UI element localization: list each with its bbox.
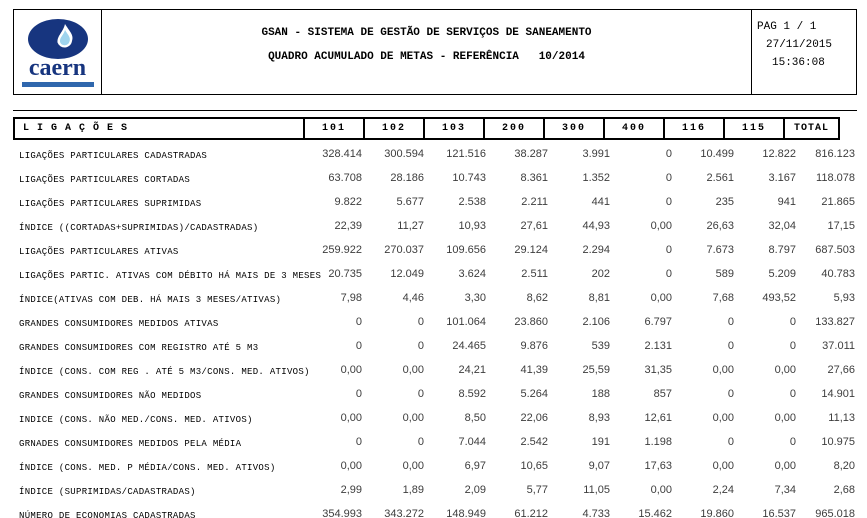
cell-value: 0 xyxy=(727,316,734,328)
cell-value: 8,93 xyxy=(588,412,610,424)
cell-value: 7,68 xyxy=(712,292,734,304)
table-row xyxy=(13,310,858,334)
row-label: INDICE (CONS. NÃO MED./CONS. MED. ATIVOS) xyxy=(19,414,253,425)
cell-value: 0,00 xyxy=(712,460,734,472)
cell-value: 11,05 xyxy=(583,484,610,496)
cell-value: 21.865 xyxy=(821,196,855,208)
cell-value: 0 xyxy=(727,388,734,400)
table-top-rule xyxy=(13,110,857,111)
cell-value: 0 xyxy=(665,196,672,208)
cell-value: 188 xyxy=(591,388,610,400)
cell-value: 300.594 xyxy=(384,148,424,160)
cell-value: 40.783 xyxy=(821,268,855,280)
cell-value: 0,00 xyxy=(340,364,362,376)
cell-value: 328.414 xyxy=(322,148,362,160)
row-label: GRANDES CONSUMIDORES NÃO MEDIDOS xyxy=(19,390,202,401)
table-row xyxy=(13,262,858,286)
cell-value: 2,68 xyxy=(833,484,855,496)
cell-value: 3,30 xyxy=(464,292,486,304)
cell-value: 3.167 xyxy=(768,172,796,184)
cell-value: 11,27 xyxy=(397,220,424,232)
cell-value: 0 xyxy=(789,388,796,400)
cell-value: 44,93 xyxy=(582,220,610,232)
cell-value: 118.078 xyxy=(816,172,855,184)
column-header-101: 101 xyxy=(303,117,365,140)
row-label: GRNADES CONSUMIDORES MEDIDOS PELA MÉDIA xyxy=(19,438,242,449)
cell-value: 29.124 xyxy=(514,244,548,256)
cell-value: 37.011 xyxy=(822,340,855,352)
cell-value: 63.708 xyxy=(328,172,362,184)
cell-value: 0 xyxy=(789,340,796,352)
cell-value: 5.677 xyxy=(396,196,424,208)
table-row xyxy=(13,166,858,190)
cell-value: 24,21 xyxy=(458,364,486,376)
cell-value: 8.797 xyxy=(768,244,796,256)
cell-value: 10.499 xyxy=(700,148,734,160)
cell-value: 0,00 xyxy=(774,460,796,472)
cell-value: 9.876 xyxy=(520,340,548,352)
table-row xyxy=(13,334,858,358)
page-number: PAG 1 / 1 xyxy=(757,21,817,33)
cell-value: 4,46 xyxy=(402,292,424,304)
cell-value: 1.198 xyxy=(644,436,672,448)
cell-value: 101.064 xyxy=(446,316,486,328)
cell-value: 0 xyxy=(665,172,672,184)
cell-value: 2,99 xyxy=(340,484,362,496)
cell-value: 1.352 xyxy=(582,172,610,184)
row-label: ÍNDICE (SUPRIMIDAS/CADASTRADAS) xyxy=(19,486,196,497)
cell-value: 0,00 xyxy=(650,292,672,304)
page-info xyxy=(752,10,856,94)
cell-value: 0 xyxy=(665,244,672,256)
column-header-total: TOTAL xyxy=(783,117,840,140)
cell-value: 8.592 xyxy=(458,388,486,400)
cell-value: 259.922 xyxy=(322,244,362,256)
cell-value: 61.212 xyxy=(514,508,548,518)
cell-value: 0,00 xyxy=(712,412,734,424)
cell-value: 2.538 xyxy=(458,196,486,208)
table-row xyxy=(13,454,858,478)
cell-value: 10,93 xyxy=(458,220,486,232)
row-label: LIGAÇÕES PARTIC. ATIVAS COM DÉBITO HÁ MAIS DE 3 MESES xyxy=(19,270,322,281)
metas-table xyxy=(13,117,858,518)
cell-value: 5,93 xyxy=(833,292,855,304)
table-row xyxy=(13,358,858,382)
cell-value: 133.827 xyxy=(815,316,855,328)
cell-value: 270.037 xyxy=(384,244,424,256)
cell-value: 941 xyxy=(777,196,796,208)
cell-value: 0,00 xyxy=(712,364,734,376)
cell-value: 109.656 xyxy=(446,244,486,256)
table-row xyxy=(13,406,858,430)
cell-value: 20.735 xyxy=(328,268,362,280)
cell-value: 2.106 xyxy=(582,316,610,328)
row-label: GRANDES CONSUMIDORES MEDIDOS ATIVAS xyxy=(19,318,219,329)
cell-value: 0 xyxy=(789,316,796,328)
table-row xyxy=(13,286,858,310)
cell-value: 0 xyxy=(727,340,734,352)
cell-value: 5.209 xyxy=(768,268,796,280)
cell-value: 589 xyxy=(715,268,734,280)
cell-value: 15.462 xyxy=(638,508,672,518)
cell-value: 0 xyxy=(355,436,362,448)
cell-value: 0,00 xyxy=(774,412,796,424)
cell-value: 2.542 xyxy=(520,436,548,448)
cell-value: 5.264 xyxy=(520,388,548,400)
cell-value: 5,77 xyxy=(526,484,548,496)
cell-value: 6,97 xyxy=(464,460,486,472)
logo-tagline-bar xyxy=(22,82,94,87)
cell-value: 0,00 xyxy=(402,412,424,424)
cell-value: 857 xyxy=(653,388,672,400)
cell-value: 1,89 xyxy=(402,484,424,496)
cell-value: 2.211 xyxy=(521,196,548,208)
column-header-102: 102 xyxy=(363,117,425,140)
cell-value: 0 xyxy=(355,340,362,352)
table-row xyxy=(13,478,858,502)
row-label: ÍNDICE (CONS. COM REG . ATÉ 5 M3/CONS. MED. ATIVOS) xyxy=(19,366,310,377)
cell-value: 7.044 xyxy=(458,436,486,448)
report-header xyxy=(13,9,857,95)
cell-value: 2.511 xyxy=(521,268,548,280)
cell-value: 12,61 xyxy=(644,412,672,424)
report-title: GSAN - SISTEMA DE GESTÃO DE SERVIÇOS DE SANEAMENTO xyxy=(261,27,592,39)
cell-value: 0,00 xyxy=(650,484,672,496)
row-label: LIGAÇÕES PARTICULARES CORTADAS xyxy=(19,174,191,185)
cell-value: 493,52 xyxy=(762,292,796,304)
cell-value: 19.860 xyxy=(700,508,734,518)
cell-value: 2.131 xyxy=(644,340,672,352)
cell-value: 0 xyxy=(417,436,424,448)
cell-value: 687.503 xyxy=(815,244,855,256)
row-label: NÚMERO DE ECONOMIAS CADASTRADAS xyxy=(19,510,196,518)
cell-value: 10.975 xyxy=(821,436,855,448)
row-label: ÍNDICE (CONS. MED. P MÉDIA/CONS. MED. ATIVOS) xyxy=(19,462,276,473)
cell-value: 2.294 xyxy=(582,244,610,256)
report-time: 15:36:08 xyxy=(772,57,825,69)
cell-value: 31,35 xyxy=(644,364,672,376)
cell-value: 539 xyxy=(591,340,610,352)
cell-value: 8,20 xyxy=(833,460,855,472)
cell-value: 8,81 xyxy=(588,292,610,304)
cell-value: 12.822 xyxy=(762,148,796,160)
report-title-block xyxy=(102,10,752,94)
cell-value: 22,06 xyxy=(520,412,548,424)
cell-value: 26,63 xyxy=(706,220,734,232)
row-label: LIGAÇÕES PARTICULARES ATIVAS xyxy=(19,246,179,257)
cell-value: 16.537 xyxy=(762,508,796,518)
cell-value: 4.733 xyxy=(582,508,610,518)
cell-value: 2.561 xyxy=(706,172,734,184)
cell-value: 22,39 xyxy=(334,220,362,232)
cell-value: 343.272 xyxy=(384,508,424,518)
cell-value: 7.673 xyxy=(706,244,734,256)
cell-value: 0,00 xyxy=(340,412,362,424)
cell-value: 8,62 xyxy=(526,292,548,304)
cell-value: 0,00 xyxy=(340,460,362,472)
cell-value: 38.287 xyxy=(514,148,548,160)
column-header-300: 300 xyxy=(543,117,605,140)
cell-value: 24.465 xyxy=(452,340,486,352)
cell-value: 23.860 xyxy=(514,316,548,328)
cell-value: 10,65 xyxy=(520,460,548,472)
table-row xyxy=(13,142,858,166)
table-body xyxy=(13,142,858,518)
table-header-row xyxy=(13,117,858,140)
cell-value: 9.822 xyxy=(334,196,362,208)
table-row xyxy=(13,190,858,214)
table-row xyxy=(13,238,858,262)
cell-value: 17,15 xyxy=(827,220,855,232)
cell-value: 8,50 xyxy=(464,412,486,424)
cell-value: 0 xyxy=(665,148,672,160)
column-header-115: 115 xyxy=(723,117,785,140)
cell-value: 3.991 xyxy=(582,148,610,160)
cell-value: 202 xyxy=(591,268,610,280)
cell-value: 6.797 xyxy=(644,316,672,328)
cell-value: 0 xyxy=(355,388,362,400)
logo xyxy=(14,10,102,94)
cell-value: 17,63 xyxy=(644,460,672,472)
cell-value: 148.949 xyxy=(446,508,486,518)
cell-value: 3.624 xyxy=(458,268,486,280)
row-label: LIGAÇÕES PARTICULARES CADASTRADAS xyxy=(19,150,208,161)
cell-value: 0 xyxy=(417,340,424,352)
cell-value: 9,07 xyxy=(588,460,610,472)
cell-value: 0,00 xyxy=(774,364,796,376)
cell-value: 7,34 xyxy=(774,484,796,496)
cell-value: 0 xyxy=(789,436,796,448)
cell-value: 12.049 xyxy=(390,268,424,280)
cell-value: 354.993 xyxy=(322,508,362,518)
cell-value: 0 xyxy=(417,388,424,400)
cell-value: 2,24 xyxy=(712,484,734,496)
cell-value: 28.186 xyxy=(390,172,424,184)
table-row xyxy=(13,214,858,238)
cell-value: 0,00 xyxy=(650,220,672,232)
cell-value: 0 xyxy=(727,436,734,448)
cell-value: 816.123 xyxy=(815,148,855,160)
cell-value: 41,39 xyxy=(520,364,548,376)
cell-value: 8.361 xyxy=(520,172,548,184)
table-row xyxy=(13,502,858,518)
cell-value: 965.018 xyxy=(815,508,855,518)
cell-value: 0,00 xyxy=(402,460,424,472)
cell-value: 11,13 xyxy=(828,412,855,424)
table-row xyxy=(13,430,858,454)
cell-value: 0 xyxy=(665,268,672,280)
cell-value: 0,00 xyxy=(402,364,424,376)
column-header-116: 116 xyxy=(663,117,725,140)
cell-value: 27,61 xyxy=(520,220,548,232)
row-label: LIGAÇÕES PARTICULARES SUPRIMIDAS xyxy=(19,198,202,209)
row-label: ÍNDICE(ATIVAS COM DEB. HÁ MAIS 3 MESES/ATIVAS) xyxy=(19,294,282,305)
column-header-200: 200 xyxy=(483,117,545,140)
cell-value: 191 xyxy=(591,436,610,448)
row-label: ÍNDICE ((CORTADAS+SUPRIMIDAS)/CADASTRADAS) xyxy=(19,222,259,233)
cell-value: 2,09 xyxy=(464,484,486,496)
table-row xyxy=(13,382,858,406)
cell-value: 0 xyxy=(417,316,424,328)
logo-text: caern xyxy=(28,55,87,81)
cell-value: 10.743 xyxy=(452,172,486,184)
cell-value: 7,98 xyxy=(340,292,362,304)
cell-value: 121.516 xyxy=(446,148,486,160)
cell-value: 32,04 xyxy=(768,220,796,232)
cell-value: 14.901 xyxy=(821,388,855,400)
cell-value: 441 xyxy=(591,196,610,208)
report-subtitle: QUADRO ACUMULADO DE METAS - REFERÊNCIA 10/2014 xyxy=(268,51,585,63)
cell-value: 235 xyxy=(715,196,734,208)
row-label: GRANDES CONSUMIDORES COM REGISTRO ATÉ 5 M3 xyxy=(19,342,259,353)
cell-value: 25,59 xyxy=(582,364,610,376)
table-header-ligacoes: L I G A Ç Õ E S xyxy=(13,117,305,140)
column-header-400: 400 xyxy=(603,117,665,140)
cell-value: 0 xyxy=(355,316,362,328)
column-header-103: 103 xyxy=(423,117,485,140)
report-date: 27/11/2015 xyxy=(766,39,833,51)
cell-value: 27,66 xyxy=(827,364,855,376)
